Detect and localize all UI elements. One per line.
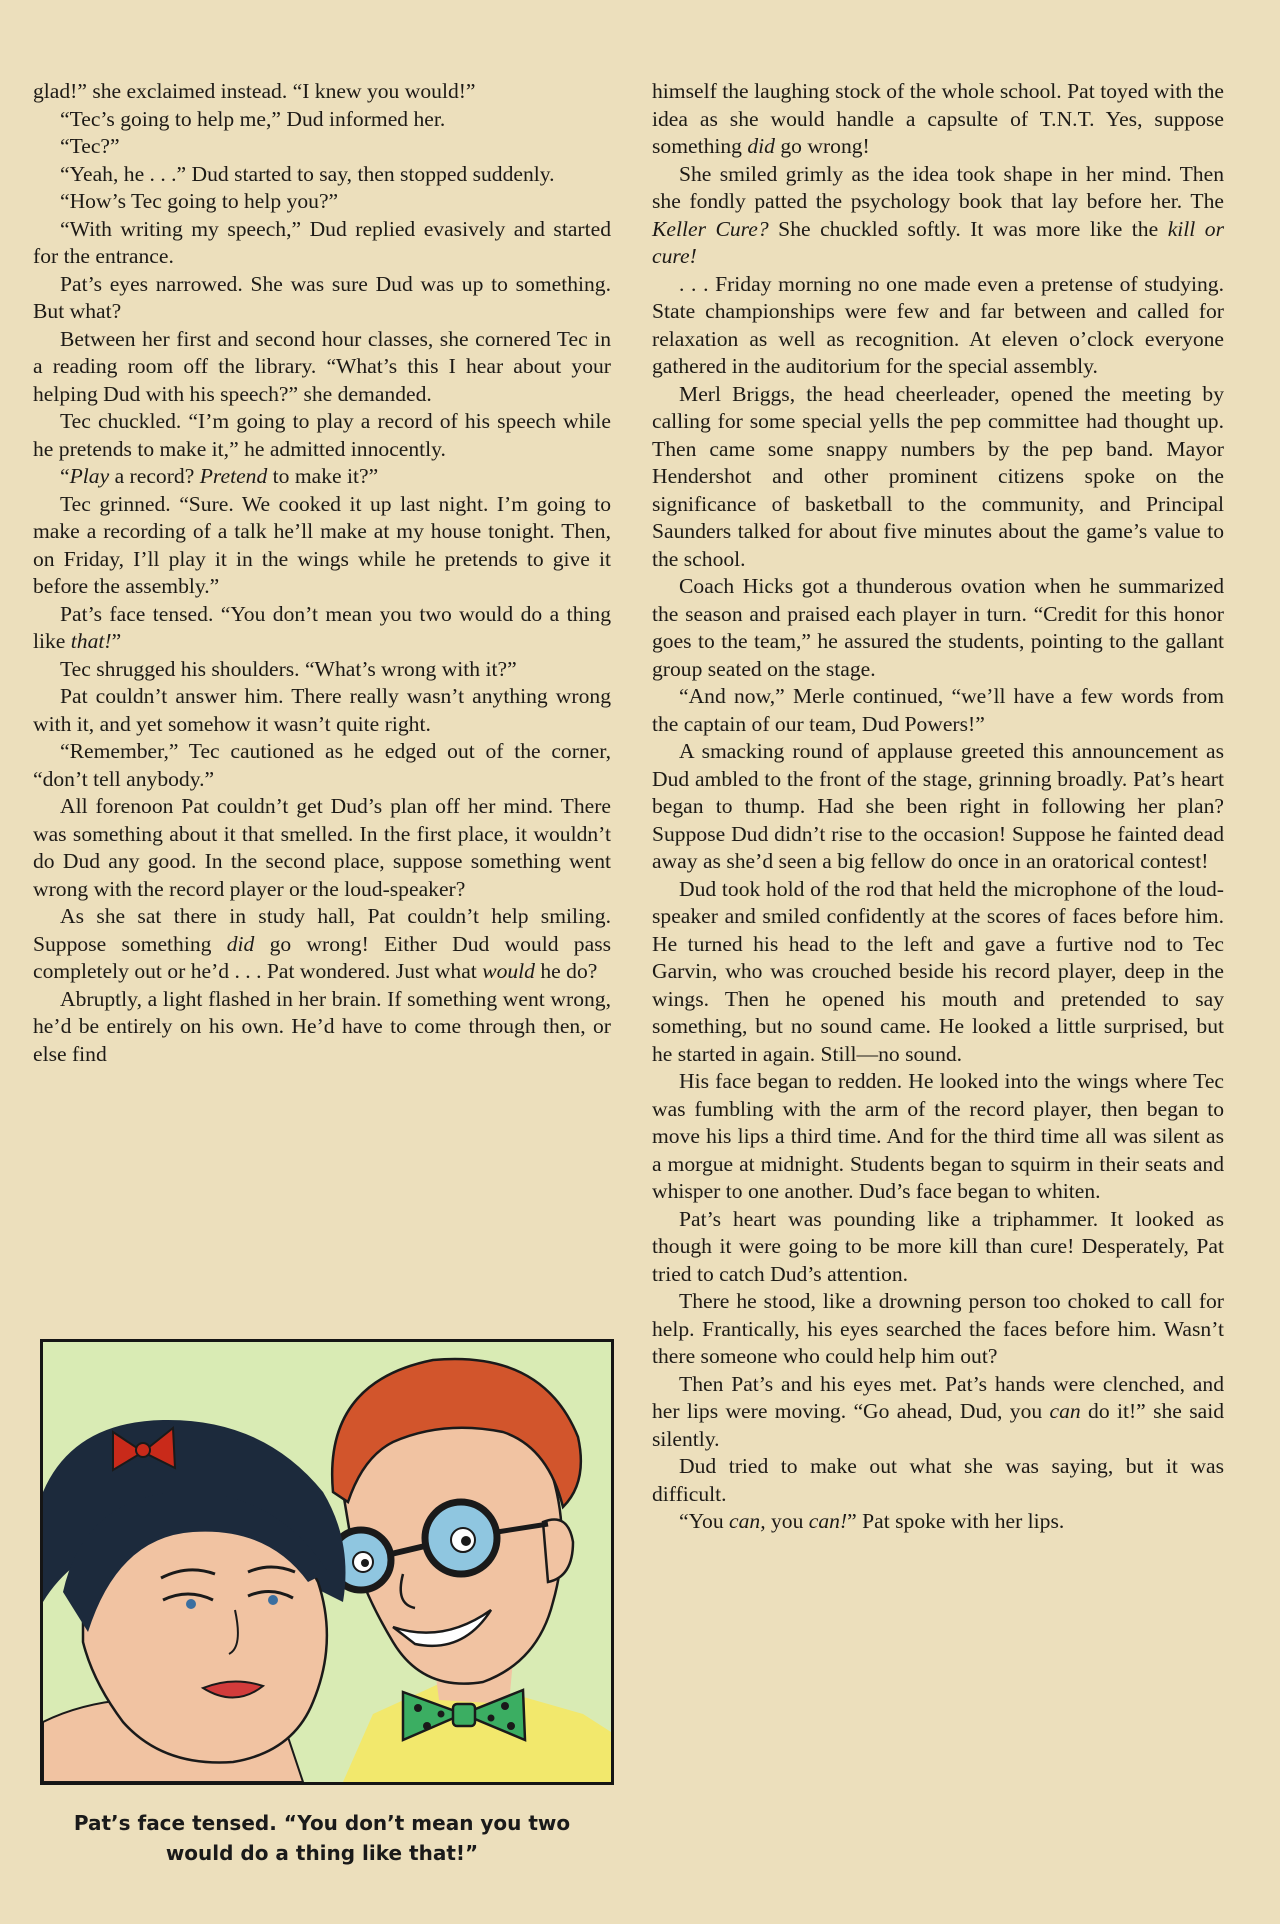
paragraph: “With writing my speech,” Dud replied evasively and started for the entrance.	[33, 216, 611, 268]
paragraph: Pat couldn’t answer him. There really wasn’t anything wrong with it, and yet somehow it wasn’t quite right.	[33, 684, 611, 736]
paragraph: All forenoon Pat couldn’t get Dud’s plan off her mind. There was something about it that smelled. In the first place, it wouldn’t do Dud any good. In the second place, suppose something went wrong with the record player or the loud-speaker?	[33, 794, 611, 901]
paragraph: Pat’s eyes narrowed. She was sure Dud was up to something. But what?	[33, 271, 611, 323]
paragraph: Tec chuckled. “I’m going to play a record of his speech while he pretends to make it,” he admitted innocently.	[33, 409, 611, 461]
left-text-column	[33, 78, 611, 1068]
paragraph: Pat’s face tensed. “You don’t mean you two would do a thing like that!”	[33, 601, 611, 653]
paragraph: Between her first and second hour classes, she cornered Tec in a reading room off the library. “What’s this I hear about your helping Dud with his speech?” she demanded.	[33, 326, 611, 406]
paragraph: glad!” she exclaimed instead. “I knew you would!”	[33, 79, 476, 103]
paragraph: Dud took hold of the rod that held the microphone of the loud-speaker and smiled confidently at the scores of faces before him. He turned his head to the left and gave a furtive nod to Tec Garvin, who was crouched beside his record player, deep in the wings. Then he opened his mouth and pretended to say something, but no sound came. He looked a little surprised, but he started in again. Still—no sound.	[652, 876, 1224, 1066]
illustration-caption	[33, 1808, 611, 1868]
paragraph: Tec grinned. “Sure. We cooked it up last night. I’m going to make a recording of a talk he’ll make at my house tonight. Then, on Friday, I’ll play it in the wings while he pretends to give it before the assembly.”	[33, 491, 611, 598]
paragraph: Tec shrugged his shoulders. “What’s wrong with it?”	[60, 656, 517, 681]
paragraph: Merl Briggs, the head cheerleader, opened the meeting by calling for some special yells the pep committee had thought up. Then came some snappy numbers by the pep band. Mayor Hendershot and other prominent citizens spoke on the significance of basketball to the community, and Principal Saunders talked for about five minutes about the game’s value to the school.	[652, 381, 1224, 571]
right-text-column	[652, 78, 1224, 1536]
paragraph: “Remember,” Tec cautioned as he edged out of the corner, “don’t tell anybody.”	[33, 739, 611, 791]
paragraph: Then Pat’s and his eyes met. Pat’s hands were clenched, and her lips were moving. “Go ahead, Dud, you can do it!” she said silently.	[652, 1371, 1224, 1451]
paragraph: “Tec’s going to help me,” Dud informed her.	[60, 106, 446, 131]
paragraph: As she sat there in study hall, Pat couldn’t help smiling. Suppose something did go wrong! Either Dud would pass completely out or he’d . . . Pat wondered. Just what would he do?	[33, 904, 611, 983]
illustration-art	[43, 1342, 611, 1782]
pat-iris-right	[268, 1595, 278, 1605]
paragraph: His face began to redden. He looked into the wings where Tec was fumbling with the arm of the record player, then began to move his lips a third time. And for the third time all was silent as a morgue at midnight. Students began to squirm in their seats and whisper to one another. Dud’s face began to whiten.	[652, 1069, 1224, 1203]
paragraph: “You can, you can!” Pat spoke with her lips.	[679, 1509, 1065, 1533]
paragraph: A smacking round of applause greeted this announcement as Dud ambled to the front of the stage, grinning broadly. Pat’s heart began to thump. Had she been right in following her plan? Suppose Dud didn’t rise to the occasion! Suppose he fainted dead away as she’d seen a big fellow do once in an oratorical contest!	[652, 739, 1224, 873]
paragraph: Dud tried to make out what she was saying, but it was difficult.	[652, 1454, 1224, 1506]
paragraph: She smiled grimly as the idea took shape in her mind. Then she fondly patted the psychology book that lay before her. The Keller Cure? She chuckled softly. It was more like the kill or cure!	[652, 161, 1224, 268]
paragraph: “Play a record? Pretend to make it?”	[60, 464, 379, 488]
paragraph: Coach Hicks got a thunderous ovation when he summarized the season and praised each player in turn. “Credit for this honor goes to the team,” he assured the students, pointing to the gallant group seated on the stage.	[652, 574, 1224, 681]
paragraph: Abruptly, a light flashed in her brain. If something went wrong, he’d be entirely on his own. He’d have to come through then, or else find	[33, 986, 611, 1066]
paragraph: “Tec?”	[60, 134, 120, 158]
pat-iris-left	[186, 1599, 196, 1609]
paragraph: There he stood, like a drowning person too choked to call for help. Frantically, his eyes searched the faces before him. Wasn’t there someone who could help him out?	[652, 1289, 1224, 1368]
paragraph: “How’s Tec going to help you?”	[60, 189, 339, 213]
paragraph: . . . Friday morning no one made even a pretense of studying. State championships were few and far between and called for relaxation as well as recognition. At eleven o’clock everyone gathered in the auditorium for the special assembly.	[652, 271, 1224, 378]
caption-line: Pat’s face tensed. “You don’t mean you two	[73, 1811, 571, 1835]
illustration-panel	[40, 1339, 614, 1785]
paragraph: “And now,” Merle continued, “we’ll have a few words from the captain of our team, Dud Powers!”	[652, 684, 1224, 736]
paragraph: Pat’s heart was pounding like a triphammer. It looked as though it were going to be more kill than cure! Desperately, Pat tried to catch Dud’s attention.	[652, 1206, 1224, 1286]
paragraph: himself the laughing stock of the whole school. Pat toyed with the idea as she would handle a capsulte of T.N.T. Yes, suppose something did go wrong!	[652, 79, 1224, 158]
caption-line: would do a thing like that!”	[165, 1841, 479, 1865]
paragraph: “Yeah, he . . .” Dud started to say, then stopped suddenly.	[60, 161, 555, 186]
